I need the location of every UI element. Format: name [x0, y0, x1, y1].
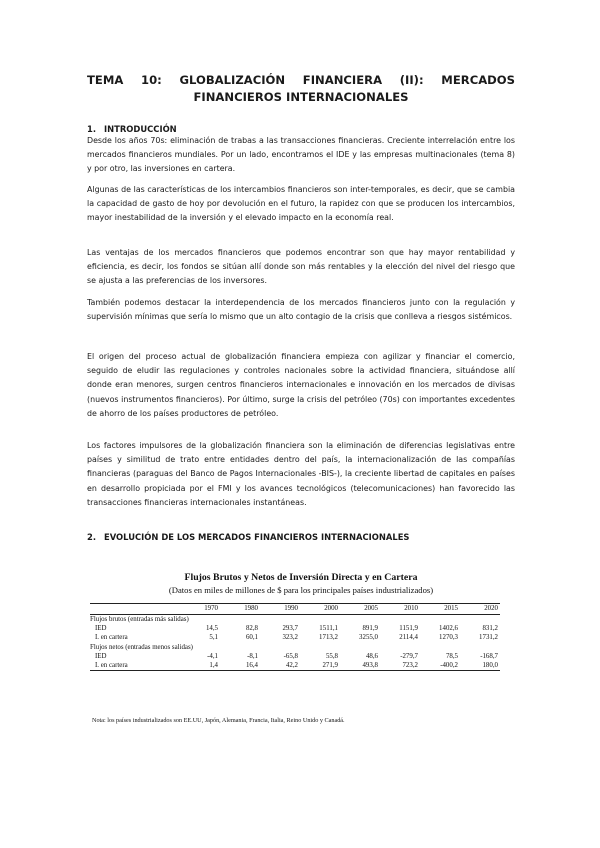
table-row [90, 652, 500, 661]
cell-value: 3255,0 [359, 634, 378, 642]
group-row-net-flows [90, 643, 500, 652]
paragraph: Desde los años 70s: eliminación de trabas a las transacciones financieras. Creciente interrelación entre los mercados financieros mundiales. Por un lado, encontramos el IDE y las empresas multinacionales (tema 8) y por otro, las inversiones en cartera. [87, 136, 515, 174]
group-label: Flujos brutos (entradas más salidas) [90, 616, 189, 623]
table-title: Flujos Brutos y Netos de Inversión Directa y en Cartera [184, 572, 418, 583]
cell-value: 723,2 [402, 662, 418, 670]
cell-value: -400,2 [440, 662, 458, 670]
cell-value: 55,8 [325, 652, 338, 660]
paragraph: También podemos destacar la interdependencia de los mercados financieros junto con la regulación y supervisión mínimas que sería lo mismo que un alto contagio de la crisis que conlleva a riesgos sistémicos. [87, 298, 515, 322]
cell-value: 42,2 [285, 662, 298, 670]
cell-value: 180,0 [482, 662, 498, 670]
group-label: Flujos netos (entradas menos salidas) [90, 643, 193, 651]
flows-table-figure [87, 572, 515, 724]
cell-value: -8,1 [247, 652, 258, 660]
paragraph: Los factores impulsores de la globalización financiera son la eliminación de diferencias legislativas entre países y similitud de trato entre entidades dentro del país, la internacionalización de las compañías financieras (paraguas del Banco de Pagos Internacionales -BIS-), la creciente libertad de capitales en países en desarrollo propiciada por el FMI y los avances tecnológicos (telecomunicaciones) han favorecido las transacciones financieras internacionales instantáneas. [87, 441, 515, 507]
table-note: Nota: los países industrializados son EE.UU, Japón, Alemania, Francia, Italia, Reino Unido y Canadá. [92, 717, 345, 724]
table-row [90, 624, 500, 633]
section-number: 1. [87, 124, 97, 134]
cell-value: 1270,3 [439, 634, 458, 642]
cell-value: -168,7 [480, 652, 498, 660]
table-row [90, 633, 500, 642]
cell-value: -65,8 [283, 652, 298, 660]
year-header: 2015 [444, 605, 458, 613]
cell-value: 2114,4 [399, 634, 418, 642]
cell-value: 1,4 [209, 662, 218, 670]
cell-value: -279,7 [400, 652, 418, 660]
header-blank [90, 604, 180, 615]
section-title: EVOLUCIÓN DE LOS MERCADOS FINANCIEROS INTERNACIONALES [104, 532, 410, 542]
document-title [87, 72, 515, 106]
table-subtitle: (Datos en miles de millones de $ para los principales países industrializados) [168, 585, 434, 595]
row-label: I. en cartera [95, 634, 128, 642]
cell-value: 78,5 [445, 652, 458, 660]
paragraph: Las ventajas de los mercados financieros que podemos encontrar son que hay mayor rentabilidad y eficiencia, es decir, los fondos se sitúan allí donde son más rentables y la elección del nivel del riesgo que se ajusta a las preferencias de los inversores. [87, 248, 515, 286]
cell-value: 271,9 [322, 662, 338, 670]
cell-value: 323,2 [282, 634, 298, 642]
row-label: IED [95, 625, 107, 633]
cell-value: 1151,9 [399, 625, 418, 633]
section-title: INTRODUCCIÓN [104, 124, 177, 134]
row-label: I. en cartera [95, 662, 128, 670]
cell-value: 493,8 [362, 662, 378, 670]
cell-value: 891,9 [362, 625, 378, 633]
section-heading-evolucion [87, 532, 409, 543]
table-header-row [90, 604, 500, 615]
year-header: 1990 [284, 605, 298, 613]
row-label: IED [95, 652, 107, 660]
title-line-2: FINANCIEROS INTERNACIONALES [193, 90, 409, 104]
table-row [90, 661, 500, 671]
cell-value: 5,1 [209, 634, 218, 642]
year-header: 2010 [404, 605, 418, 613]
year-header: 1970 [204, 605, 218, 613]
section-number: 2. [87, 532, 97, 542]
flows-table [90, 603, 500, 671]
cell-value: 293,7 [282, 625, 298, 633]
cell-value: 1402,6 [439, 625, 458, 633]
group-row-gross-flows [90, 615, 500, 625]
year-header: 2000 [324, 605, 338, 613]
cell-value: 1731,2 [479, 634, 498, 642]
title-line-1: TEMA 10: GLOBALIZACIÓN FINANCIERA (II): MERCADOS [87, 73, 515, 87]
cell-value: 831,2 [482, 625, 498, 633]
paragraph: El origen del proceso actual de globalización financiera empieza con agilizar y financiar el comercio, seguido de eludir las regulaciones y controles nacionales sobre la actividad financiera, situándose allí donde eran menores, surgen centros financieros internacionales e innovación en los mercados de divisas (nuevos instrumentos financieros). Por último, surge la crisis del petróleo (70s) con importantes excedentes de ahorro de los países productores de petróleo. [87, 352, 515, 418]
year-header: 2020 [484, 605, 498, 613]
cell-value: 1713,2 [319, 634, 338, 642]
cell-value: -4,1 [207, 652, 218, 660]
cell-value: 82,8 [245, 625, 258, 633]
cell-value: 60,1 [245, 634, 258, 642]
cell-value: 48,6 [365, 652, 378, 660]
year-header: 2005 [364, 605, 378, 613]
cell-value: 14,5 [205, 625, 218, 633]
cell-value: 16,4 [245, 662, 258, 670]
cell-value: 1511,1 [319, 625, 338, 633]
year-header: 1980 [244, 605, 258, 613]
paragraph: Algunas de las características de los intercambios financieros son inter-temporales, es decir, que se cambia la capacidad de gasto de hoy por devolución en el futuro, la rapidez con que se producen los intercambios, mayor inestabilidad de la inversión y el elevado impacto en la economía real. [87, 185, 515, 223]
